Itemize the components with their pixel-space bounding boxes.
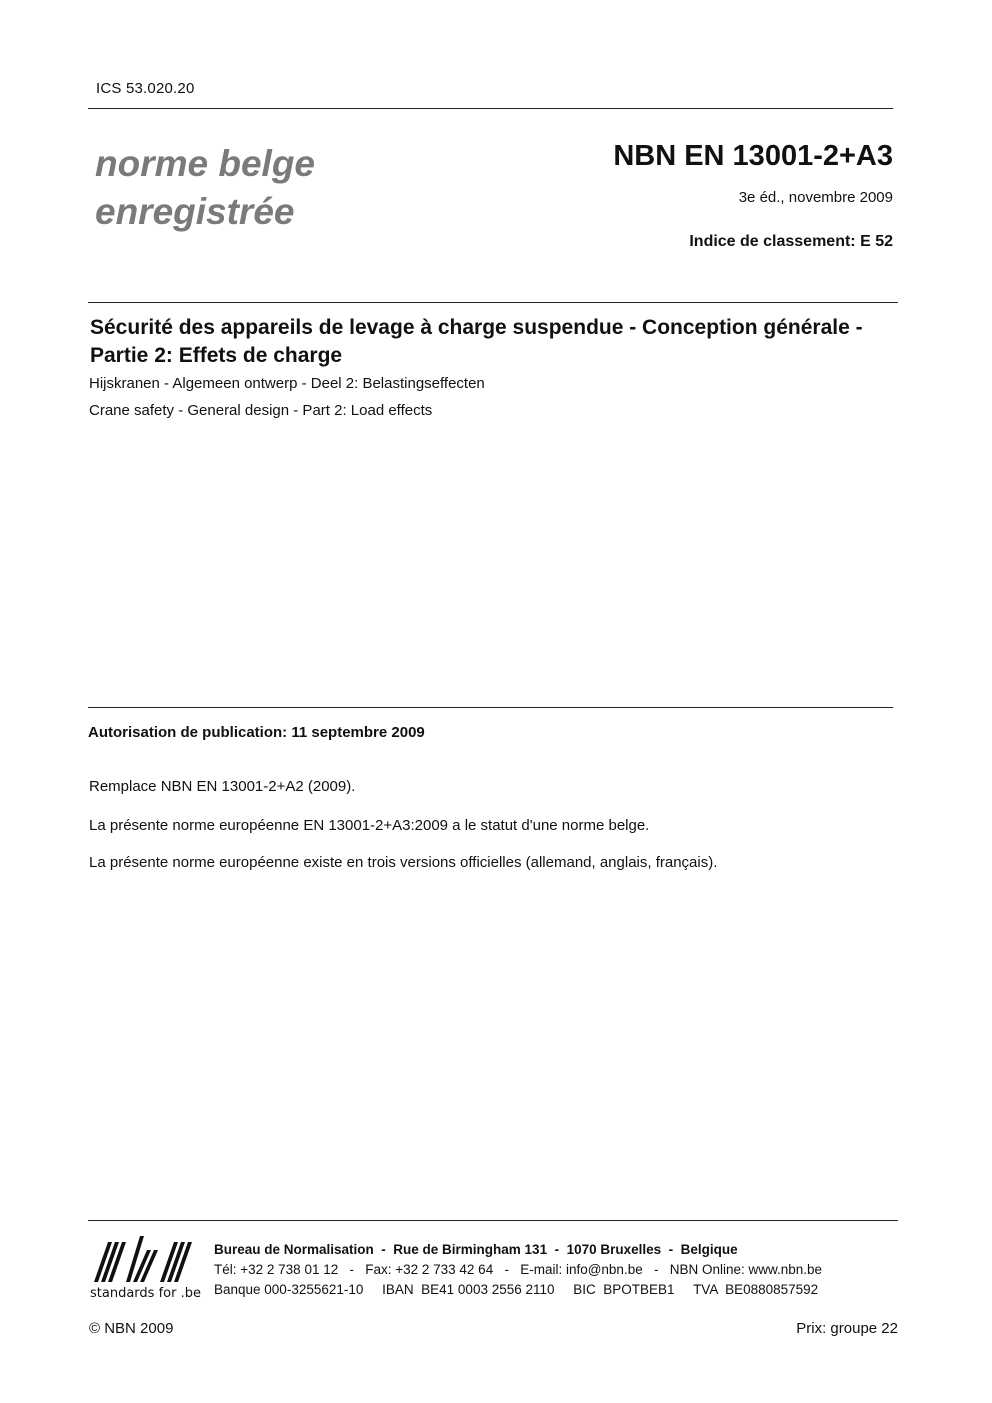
- edition-date: 3e éd., novembre 2009: [738, 189, 893, 206]
- footer-address: Bureau de Normalisation - Rue de Birmingham 131 - 1070 Bruxelles - Belgique: [214, 1242, 738, 1257]
- footer-rule: [88, 1220, 898, 1221]
- norme-belge-heading: [95, 140, 315, 236]
- title-rule: [88, 302, 898, 303]
- ics-code: ICS 53.020.20: [96, 80, 195, 97]
- title-french: Sécurité des appareils de levage à charge suspendue - Conception générale - Partie 2: Effets de charge: [90, 316, 863, 367]
- copyright: © NBN 2009: [89, 1320, 174, 1337]
- norme-line-2: enregistrée: [95, 191, 295, 232]
- norme-line-1: norme belge: [95, 143, 315, 184]
- body-rule: [88, 707, 893, 708]
- title-dutch: Hijskranen - Algemeen ontwerp - Deel 2: Belastingseffecten: [89, 375, 485, 392]
- footer-bank: Banque 000-3255621-10 IBAN BE41 0003 2556 2110 BIC BPOTBEB1 TVA BE0880857592: [214, 1282, 819, 1297]
- standard-number: NBN EN 13001-2+A3: [613, 140, 893, 172]
- title-english: Crane safety - General design - Part 2: Load effects: [89, 402, 433, 419]
- publication-authorisation: Autorisation de publication: 11 septembre 2009: [88, 724, 425, 741]
- replaces-paragraph: Remplace NBN EN 13001-2+A2 (2009).: [89, 778, 356, 795]
- price-group: Prix: groupe 22: [796, 1320, 898, 1337]
- status-paragraph: La présente norme européenne EN 13001-2+A3:2009 a le statut d'une norme belge.: [89, 817, 650, 834]
- footer-contact: Tél: +32 2 738 01 12 - Fax: +32 2 733 42 64 - E-mail: info@nbn.be - NBN Online: www.nbn.be: [214, 1262, 823, 1277]
- classement-index: Indice de classement: E 52: [689, 233, 893, 250]
- versions-paragraph: La présente norme européenne existe en trois versions officielles (allemand, anglais, français).: [89, 854, 718, 871]
- nbn-logo: [88, 1232, 200, 1304]
- header-rule: [88, 108, 893, 109]
- logo-tagline: standards for .be: [90, 1286, 201, 1301]
